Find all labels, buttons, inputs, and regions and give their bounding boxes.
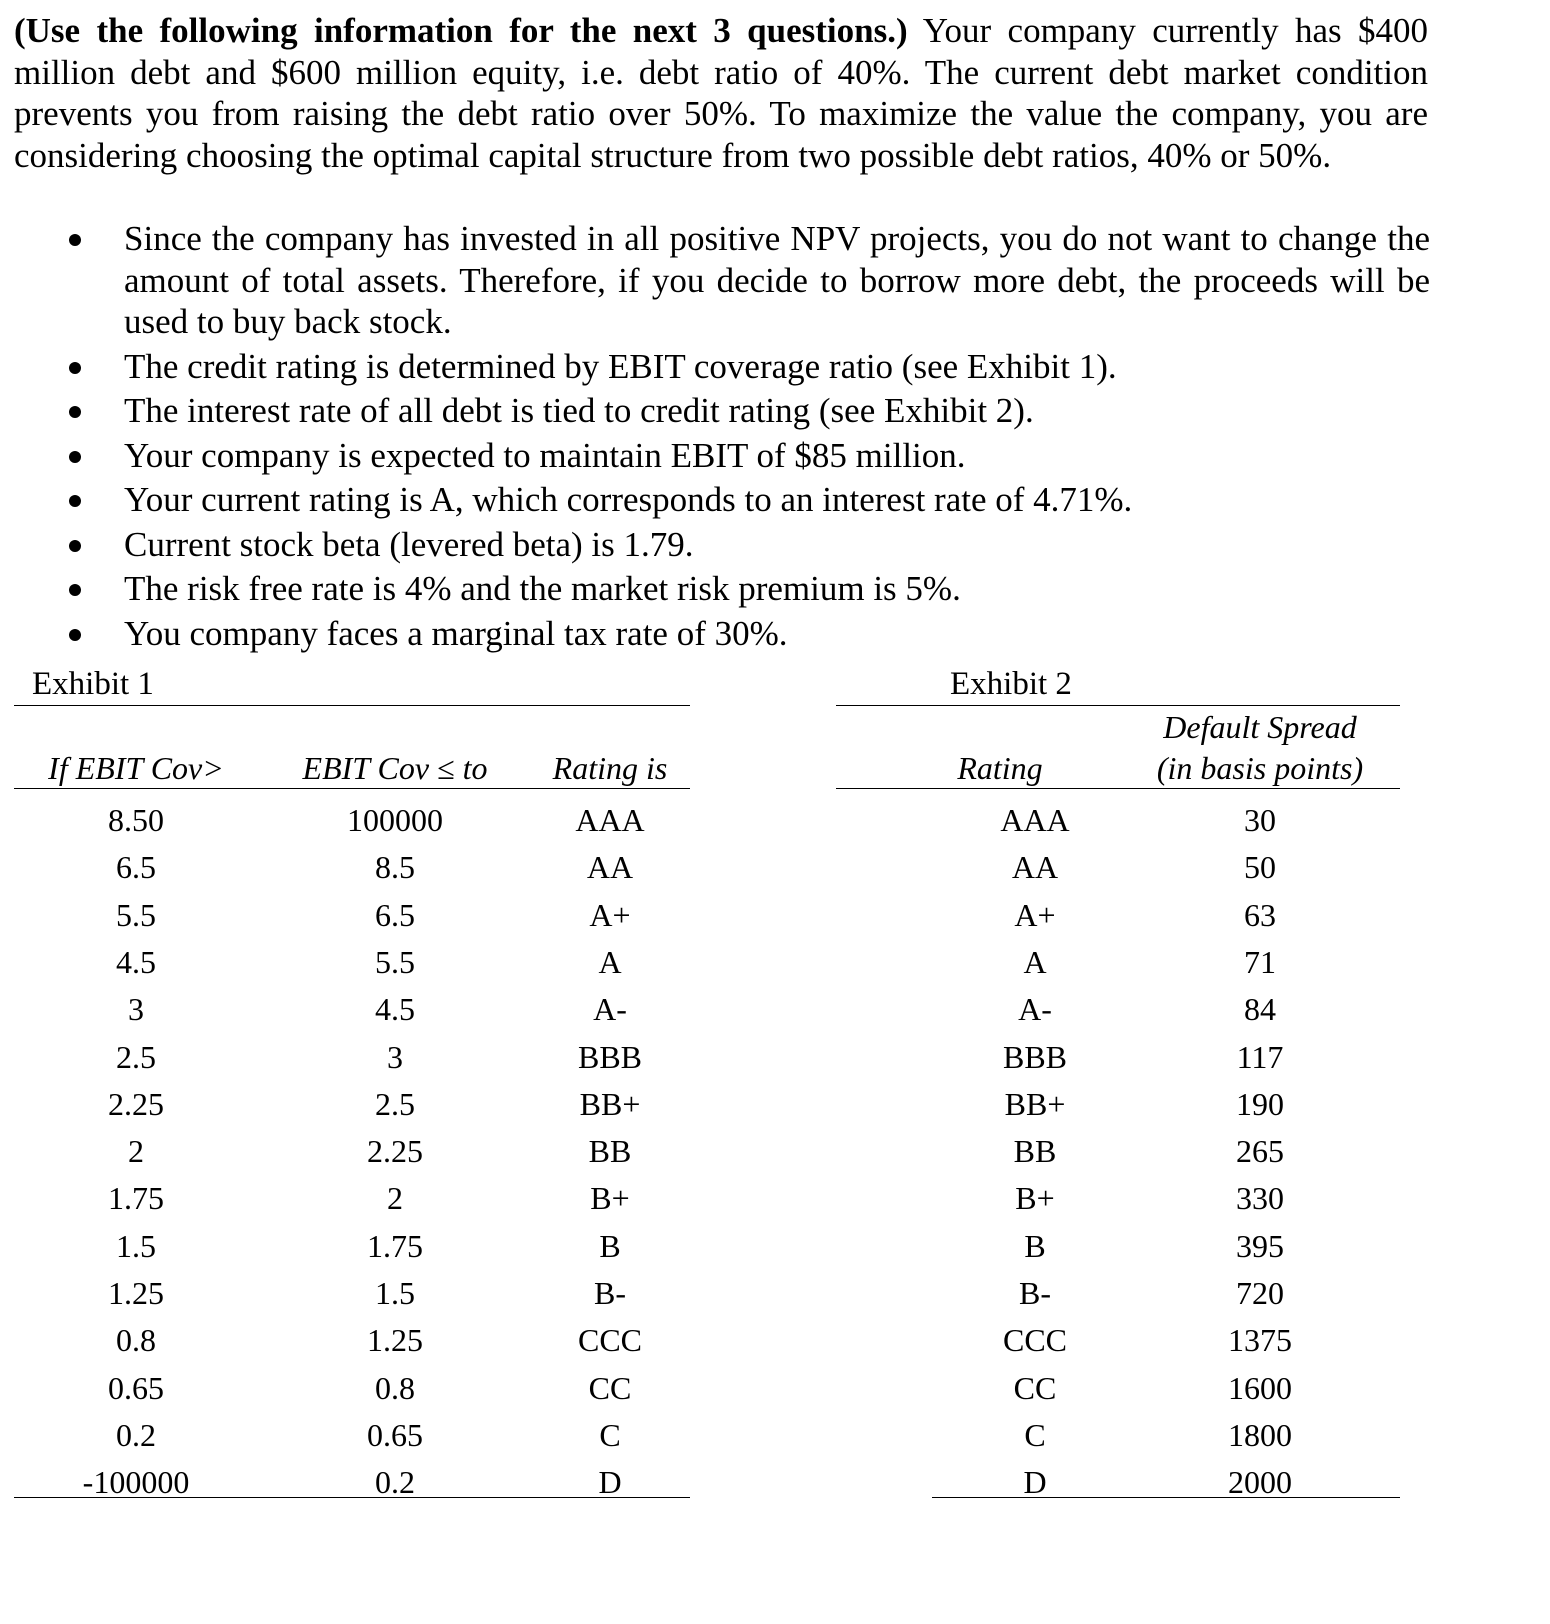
intro-lead: (Use the following information for the next 3 questions.) bbox=[14, 11, 908, 50]
list-item: Since the company has invested in all positive NPV projects, you do not want to change the amount of total assets. Therefore, if you decide to borrow more debt, the proceeds will be used to buy back stock. bbox=[0, 218, 1430, 343]
exhibit2-rating-cell: AAA bbox=[1000, 802, 1070, 838]
exhibit2-rating-cell: D bbox=[1023, 1464, 1047, 1501]
exhibit1-ebit-cov-greater-cell: 5.5 bbox=[116, 896, 156, 933]
exhibit1-ebit-cov-greater-cell: 2.25 bbox=[108, 1085, 164, 1122]
exhibit1-top-rule bbox=[14, 705, 690, 706]
exhibit1-ebit-cov-greater-cell: 8.50 bbox=[108, 802, 164, 838]
list-item: The risk free rate is 4% and the market risk premium is 5%. bbox=[0, 568, 1430, 610]
exhibit1-ebit-cov-greater-cell: 2 bbox=[128, 1133, 144, 1170]
list-item: Your current rating is A, which corresponds to an interest rate of 4.71%. bbox=[0, 479, 1430, 521]
exhibit2-default-spread-cell: 2000 bbox=[1228, 1464, 1292, 1501]
exhibit2-default-spread-cell: 330 bbox=[1236, 1180, 1284, 1217]
exhibit2-rating-cell: A- bbox=[1018, 991, 1052, 1028]
exhibit1-ebit-cov-greater-cell: 0.8 bbox=[116, 1322, 156, 1359]
exhibit1-ebit-cov-le-cell: 8.5 bbox=[375, 849, 415, 886]
exhibit1-rating-cell: A bbox=[598, 943, 622, 980]
exhibit1-rating-cell: D bbox=[598, 1464, 622, 1501]
exhibit1-ebit-cov-le-cell: 0.2 bbox=[375, 1464, 415, 1501]
exhibit1-ebit-cov-le-cell: 0.65 bbox=[367, 1416, 423, 1453]
list-item: Your company is expected to maintain EBIT of $85 million. bbox=[0, 435, 1430, 477]
exhibit2-header-default-spread: Default Spread bbox=[1163, 709, 1357, 745]
exhibit1-rating-cell: BBB bbox=[577, 1038, 643, 1075]
intro-paragraph bbox=[14, 10, 1428, 176]
exhibit2-header-rating: Rating bbox=[957, 750, 1043, 786]
exhibit1-ebit-cov-le-cell: 2 bbox=[387, 1180, 403, 1217]
exhibit2-default-spread-cell: 1600 bbox=[1228, 1369, 1292, 1406]
exhibit1-ebit-cov-greater-cell: 1.5 bbox=[116, 1227, 156, 1264]
exhibit1-bottom-rule bbox=[14, 1497, 690, 1498]
exhibit1-ebit-cov-greater-cell: 1.75 bbox=[108, 1180, 164, 1217]
exhibit2-default-spread-cell: 1375 bbox=[1228, 1322, 1292, 1359]
exhibit2-bottom-rule bbox=[932, 1497, 1400, 1498]
exhibit2-default-spread-cell: 190 bbox=[1236, 1085, 1284, 1122]
exhibit2-rating-cell: A+ bbox=[1014, 896, 1056, 933]
exhibit1-rating-cell: AA bbox=[586, 849, 634, 886]
bullet-icon bbox=[69, 362, 81, 374]
exhibit1-ebit-cov-le-cell: 100000 bbox=[347, 802, 443, 838]
exhibit1-ebit-cov-le-cell: 1.5 bbox=[375, 1275, 415, 1311]
exhibit2-rating-cell: A bbox=[1023, 943, 1047, 980]
bullet-icon bbox=[69, 584, 81, 596]
exhibit2-rating-cell: C bbox=[1024, 1416, 1046, 1453]
exhibit2-default-spread-cell: 265 bbox=[1236, 1133, 1284, 1170]
exhibit1-ebit-cov-le-cell: 2.25 bbox=[367, 1133, 423, 1170]
exhibit1-header-rule bbox=[14, 788, 690, 789]
exhibit2-header-rule bbox=[836, 788, 1400, 789]
exhibit1-ebit-cov-le-cell: 6.5 bbox=[375, 896, 415, 933]
exhibit1-ebit-cov-le-cell: 3 bbox=[387, 1038, 403, 1075]
exhibit1-ebit-cov-greater-cell: 2.5 bbox=[116, 1038, 156, 1075]
exhibit1-ebit-cov-greater-cell: 1.25 bbox=[108, 1275, 164, 1311]
exhibit1-rating-cell: BB+ bbox=[579, 1085, 641, 1122]
exhibit1-header-rating: Rating is bbox=[552, 750, 668, 786]
bullet-icon bbox=[69, 629, 81, 641]
exhibit1-rating-cell: A+ bbox=[589, 896, 631, 933]
exhibit2-rating-cell: BB bbox=[1013, 1133, 1057, 1170]
exhibit2-default-spread-cell: 395 bbox=[1236, 1227, 1284, 1264]
exhibit1-rating-cell: C bbox=[599, 1416, 621, 1453]
exhibit2-default-spread-cell: 63 bbox=[1244, 896, 1276, 933]
bullet-icon bbox=[69, 540, 81, 552]
exhibit1-rating-cell: A- bbox=[593, 991, 627, 1028]
exhibit1-header-ebit-cov-le: EBIT Cov ≤ to bbox=[302, 750, 488, 786]
exhibit1-ebit-cov-le-cell: 1.25 bbox=[367, 1322, 423, 1359]
exhibit1-ebit-cov-greater-cell: -100000 bbox=[82, 1464, 190, 1501]
exhibit1-rating-cell: BB bbox=[588, 1133, 632, 1170]
exhibit1-ebit-cov-le-cell: 0.8 bbox=[375, 1369, 415, 1406]
exhibit2-default-spread-cell: 1800 bbox=[1228, 1416, 1292, 1453]
exhibit1-ebit-cov-greater-cell: 6.5 bbox=[116, 849, 156, 886]
bullet-icon bbox=[69, 495, 81, 507]
exhibit1-rating-cell: B+ bbox=[590, 1180, 630, 1217]
exhibit1-ebit-cov-le-cell: 5.5 bbox=[375, 943, 415, 980]
intro-text: Your company currently has $400 million debt and $600 million equity, i.e. debt ratio of 40%. The current debt market condition prevents you from raising the debt ratio over 50%. To maximize the value the company, you are considering choosing the optimal capital structure from two possible debt ratios, 40% or 50%. bbox=[14, 11, 1428, 175]
exhibit2-default-spread-cell: 117 bbox=[1236, 1038, 1284, 1075]
list-item: The credit rating is determined by EBIT coverage ratio (see Exhibit 1). bbox=[0, 346, 1430, 388]
exhibit1-title: Exhibit 1 bbox=[32, 666, 154, 702]
exhibit2-rating-cell: CC bbox=[1013, 1369, 1057, 1406]
bullet-icon bbox=[69, 234, 81, 246]
list-item: The interest rate of all debt is tied to credit rating (see Exhibit 2). bbox=[0, 390, 1430, 432]
exhibit1-rating-cell: CCC bbox=[577, 1322, 643, 1359]
exhibit1-ebit-cov-le-cell: 2.5 bbox=[375, 1085, 415, 1122]
exhibit1-ebit-cov-greater-cell: 4.5 bbox=[116, 943, 156, 980]
exhibit2-top-rule bbox=[836, 705, 1400, 706]
exhibit2-default-spread-cell: 30 bbox=[1244, 802, 1276, 838]
exhibit1-ebit-cov-le-cell: 4.5 bbox=[375, 991, 415, 1028]
exhibit2-rating-cell: BB+ bbox=[1004, 1085, 1066, 1122]
exhibit1-rating-cell: CC bbox=[588, 1369, 632, 1406]
exhibit1-ebit-cov-greater-cell: 0.2 bbox=[116, 1416, 156, 1453]
exhibit1-rating-cell: B bbox=[599, 1227, 621, 1264]
exhibit1-ebit-cov-greater-cell: 0.65 bbox=[108, 1369, 164, 1406]
exhibit2-rating-cell: CCC bbox=[1002, 1322, 1068, 1359]
exhibit2-header-basis-points: (in basis points) bbox=[1156, 750, 1364, 786]
exhibit1-header-ebit-cov-greater: If EBIT Cov> bbox=[48, 750, 224, 786]
exhibit2-default-spread-cell: 84 bbox=[1244, 991, 1276, 1028]
assumptions-list bbox=[0, 218, 1430, 657]
list-item: You company faces a marginal tax rate of 30%. bbox=[0, 613, 1430, 655]
exhibit2-rating-cell: B+ bbox=[1015, 1180, 1055, 1217]
exhibit2-rating-cell: BBB bbox=[1002, 1038, 1068, 1075]
exhibit2-default-spread-cell: 50 bbox=[1244, 849, 1276, 886]
exhibit2-rating-cell: B bbox=[1024, 1227, 1046, 1264]
exhibit2-default-spread-cell: 71 bbox=[1244, 943, 1276, 980]
list-item: Current stock beta (levered beta) is 1.79. bbox=[0, 524, 1430, 566]
exhibit1-rating-cell: AAA bbox=[575, 802, 645, 838]
exhibit2-title: Exhibit 2 bbox=[950, 666, 1072, 702]
exhibit1-rating-cell: B- bbox=[594, 1275, 626, 1311]
bullet-icon bbox=[69, 406, 81, 418]
exhibit2-default-spread-cell: 720 bbox=[1236, 1275, 1284, 1311]
bullet-icon bbox=[69, 451, 81, 463]
exhibit2-rating-cell: AA bbox=[1011, 849, 1059, 886]
exhibit2-rating-cell: B- bbox=[1019, 1275, 1051, 1311]
exhibit1-ebit-cov-le-cell: 1.75 bbox=[367, 1227, 423, 1264]
exhibit1-ebit-cov-greater-cell: 3 bbox=[128, 991, 144, 1028]
